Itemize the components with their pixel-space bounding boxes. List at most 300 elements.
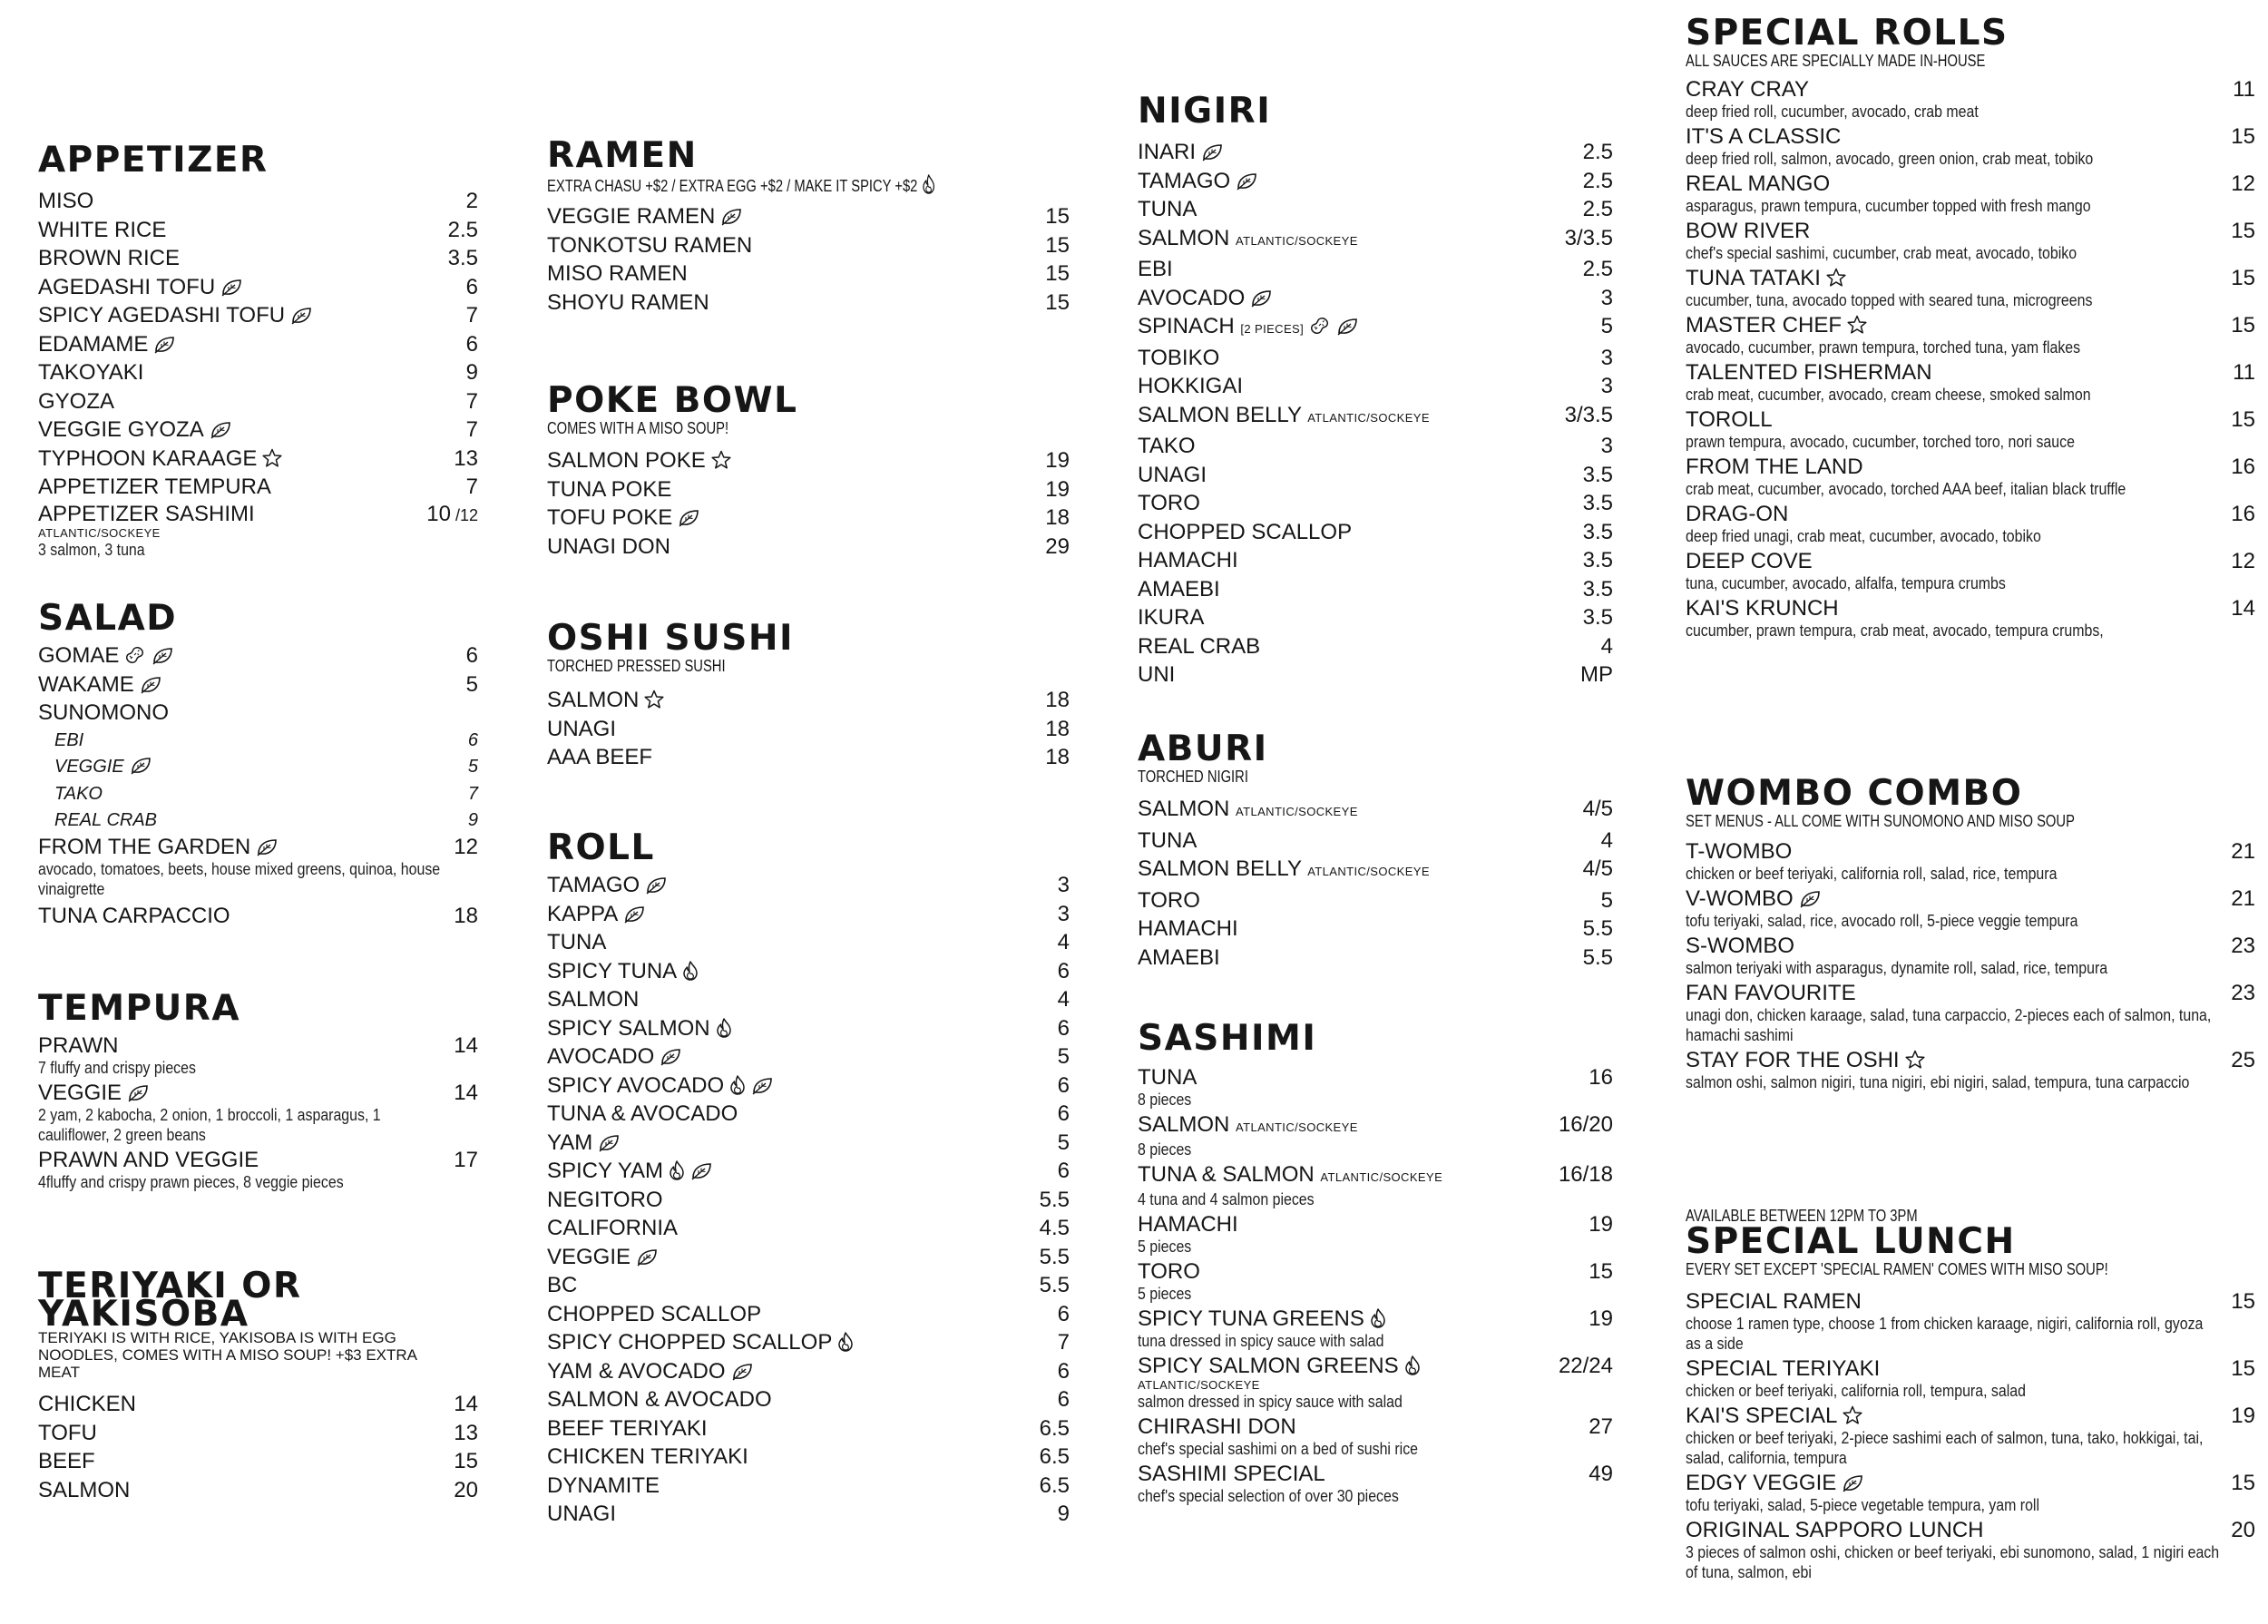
- item-name-line: [1138, 1259, 1579, 1284]
- menu-item: [547, 1385, 1070, 1414]
- item-name-line: [54, 728, 459, 755]
- item-name: CHOPPED SCALLOP: [547, 1301, 762, 1326]
- item-name: TOFU: [38, 1420, 97, 1445]
- item-description-wrap: [1138, 1284, 1650, 1304]
- flame-icon: [837, 1332, 854, 1352]
- item-price-value: 2.5: [1582, 197, 1613, 221]
- item-price: [1574, 546, 1613, 575]
- item-price: [457, 416, 478, 445]
- item-price: [2222, 1048, 2255, 1072]
- menu-item: [1138, 255, 1613, 284]
- menu-item: [547, 1271, 1070, 1300]
- item-name: KAI'S KRUNCH: [1686, 596, 1839, 621]
- item-description: crab meat, cucumber, avocado, torched AAA beef, italian black truffle: [1686, 479, 2126, 498]
- item-name-line: [38, 502, 417, 526]
- item-price-value: 15: [1589, 1259, 1613, 1284]
- item-price: [457, 301, 478, 330]
- item-text: [1138, 1065, 1579, 1110]
- item-price: [1592, 632, 1613, 661]
- item-description-wrap: [1686, 1495, 2268, 1515]
- item-price: [445, 1033, 478, 1058]
- menu-item: [1138, 1162, 1613, 1209]
- item-price-value: 9: [465, 360, 478, 385]
- item-description: cucumber, prawn tempura, crab meat, avocado, tempura crumbs,: [1686, 621, 2104, 640]
- sub-menu-item: [38, 781, 478, 808]
- item-text: [38, 416, 457, 445]
- item-text: [547, 1100, 1049, 1129]
- leaf-icon: [720, 208, 742, 226]
- item-description: chicken or beef teriyaki, california roll, tempura, salad: [1686, 1381, 2026, 1400]
- item-text: [547, 1443, 1031, 1472]
- menu-item: [1686, 219, 2255, 263]
- item-price: [445, 835, 478, 859]
- item-price: [1579, 1414, 1613, 1439]
- item-name: TUNA: [1138, 1065, 1198, 1090]
- item-price: [445, 1447, 478, 1476]
- item-price-value: 7: [465, 388, 478, 414]
- item-description: chicken or beef teriyaki, california roll, salad, rice, tempura: [1686, 864, 2058, 883]
- menu-item: [547, 446, 1070, 475]
- leaf-icon: [1842, 1474, 1863, 1492]
- menu-item: [1138, 344, 1613, 373]
- item-description: salmon oshi, salmon nigiri, tuna nigiri, ebi nigiri, salad, tempura, tuna carpaccio: [1686, 1072, 2190, 1091]
- section-subtitle: SET MENUS - ALL COME WITH SUNOMONO AND MISO SOUP: [1686, 812, 2075, 830]
- item-name-line: [1686, 219, 2222, 243]
- item-text: [1686, 549, 2222, 593]
- item-name: TAMAGO: [547, 873, 640, 897]
- item-text: [1686, 886, 2222, 931]
- menu-item: [1138, 660, 1613, 690]
- item-name-line: [38, 244, 439, 273]
- section-salad: [38, 598, 478, 930]
- item-text: [38, 445, 445, 474]
- item-description: 5 pieces: [1138, 1237, 1192, 1256]
- item-price-value: 5: [1600, 887, 1613, 913]
- item-price: [1049, 1328, 1070, 1357]
- item-description-wrap: [1686, 385, 2268, 405]
- section-special-rolls: [1686, 13, 2255, 643]
- menu-item: [547, 259, 1070, 289]
- menu-item: [547, 1129, 1070, 1158]
- menu-item: [38, 301, 478, 330]
- item-description-wrap: [1138, 1090, 1650, 1110]
- menu-item: [38, 445, 478, 474]
- item-text: [547, 259, 1036, 289]
- item-name: TAKO: [1138, 434, 1196, 458]
- leaf-icon: [152, 647, 173, 665]
- item-name: TYPHOON KARAAGE: [38, 445, 258, 471]
- item-name: TUNA: [1138, 197, 1198, 221]
- item-name: TUNA & AVOCADO: [547, 1101, 738, 1126]
- item-name: YAM: [547, 1130, 593, 1155]
- item-name-line: [54, 807, 459, 835]
- item-price: [2222, 124, 2255, 149]
- item-price-value: 5.5: [1582, 916, 1613, 941]
- section-title: OSHI SUSHI: [547, 618, 794, 659]
- item-description: 3 salmon, 3 tuna: [38, 539, 145, 559]
- item-text: [54, 807, 459, 835]
- item-name: AVOCADO: [1138, 285, 1246, 310]
- item-price-value: 5.5: [1039, 1273, 1070, 1297]
- item-text: [1138, 167, 1574, 196]
- item-name: EDGY VEGGIE: [1686, 1471, 1837, 1495]
- item-description-wrap: [1686, 526, 2268, 546]
- item-description: tuna, cucumber, avocado, alfalfa, tempura crumbs: [1686, 573, 2006, 592]
- item-price-value: 5.5: [1039, 1187, 1070, 1212]
- item-name-line: [547, 957, 1049, 986]
- item-price: [1574, 461, 1613, 490]
- item-name: NEGITORO: [547, 1187, 663, 1212]
- item-name: SALMON & AVOCADO: [547, 1387, 772, 1412]
- menu-item: [38, 641, 478, 670]
- item-text: [38, 902, 445, 931]
- item-note: [2 PIECES]: [1240, 322, 1305, 336]
- item-description-wrap: [1686, 1381, 2268, 1401]
- item-name: UNAGI: [1138, 462, 1207, 487]
- item-price-value: 15: [2231, 313, 2255, 338]
- item-price: [1031, 1443, 1070, 1472]
- item-text: [1138, 344, 1592, 373]
- item-price-value: 12: [454, 834, 478, 859]
- item-price: [1592, 827, 1613, 856]
- menu-item: [38, 1081, 478, 1145]
- menu-item: [1686, 77, 2255, 122]
- item-text: [38, 835, 445, 899]
- item-name-line: [547, 871, 1049, 900]
- item-name-line: [1138, 795, 1574, 827]
- item-name: SUNOMONO: [38, 700, 169, 725]
- item-name-line: [1686, 1048, 2222, 1072]
- item-name-line: [547, 1443, 1031, 1472]
- item-name-line: [1686, 839, 2222, 864]
- item-text: [38, 330, 457, 359]
- item-text: [38, 1033, 445, 1078]
- menu-item: [1138, 401, 1613, 433]
- item-name: BC: [547, 1273, 578, 1297]
- item-text: [1686, 1356, 2222, 1401]
- item-price: [1036, 446, 1070, 475]
- item-name-line: [1686, 549, 2222, 573]
- item-price: [1036, 715, 1070, 744]
- item-text: [547, 1357, 1049, 1386]
- item-name: SHOYU RAMEN: [547, 289, 709, 315]
- item-name-line: [38, 1033, 445, 1058]
- item-text: [1138, 944, 1574, 973]
- item-name: TOFU POKE: [547, 505, 673, 530]
- menu-item: [1138, 1212, 1613, 1257]
- menu-item: [38, 244, 478, 273]
- item-subnote: ATLANTIC/SOCKEYE: [1138, 1378, 1260, 1392]
- item-price-value: 49: [1589, 1462, 1613, 1486]
- item-text: [1686, 981, 2222, 1045]
- item-name-line: [1138, 344, 1592, 373]
- item-name: SPICY TUNA: [547, 958, 678, 983]
- item-price: [1592, 344, 1613, 373]
- item-price-value: 6: [465, 643, 478, 668]
- item-price: [445, 1390, 478, 1419]
- item-price: [1036, 504, 1070, 533]
- section-pretitle: AVAILABLE BETWEEN 12PM TO 3PM: [1686, 1207, 1918, 1225]
- item-price: [1036, 743, 1070, 772]
- item-name-line: [547, 1157, 1049, 1186]
- item-text: [1138, 518, 1574, 547]
- item-price: [2222, 502, 2255, 526]
- menu-item: [547, 1186, 1070, 1215]
- item-description: cucumber, tuna, avocado topped with seared tuna, microgreens: [1686, 290, 2093, 309]
- item-name: GOMAE: [38, 643, 120, 668]
- flame-icon: [669, 1160, 685, 1180]
- star-icon: [1826, 268, 1846, 288]
- section-subtitle: TORCHED NIGIRI: [1138, 768, 1248, 786]
- item-name: EBI: [54, 729, 84, 750]
- item-name: SPICY CHOPPED SCALLOP: [547, 1330, 833, 1355]
- item-price-value: 18: [1045, 745, 1070, 769]
- item-text: [1686, 1048, 2222, 1092]
- item-price-value: 4: [1600, 827, 1613, 853]
- item-text: [547, 1300, 1049, 1329]
- item-price: [1031, 1243, 1070, 1272]
- item-name: VEGGIE GYOZA: [38, 417, 204, 442]
- item-name: AGEDASHI TOFU: [38, 274, 216, 299]
- item-text: [547, 1271, 1031, 1300]
- item-name: AMAEBI: [1138, 944, 1220, 970]
- item-name-line: [547, 1100, 1049, 1129]
- item-price: [2224, 360, 2255, 385]
- item-name: SPICY AVOCADO: [547, 1072, 725, 1098]
- item-name: CALIFORNIA: [547, 1216, 679, 1240]
- menu-item: [1138, 224, 1613, 256]
- menu-item: [1686, 839, 2255, 884]
- item-description-wrap: [1686, 621, 2268, 641]
- item-name: TUNA TATAKI: [1686, 266, 1821, 290]
- item-name: DEEP COVE: [1686, 549, 1813, 573]
- section-subtitle: ALL SAUCES ARE SPECIALLY MADE IN-HOUSE: [1686, 52, 1986, 70]
- item-price-value: 5.5: [1582, 944, 1613, 970]
- menu-item: [1138, 167, 1613, 196]
- item-price-value: 3: [1057, 873, 1070, 897]
- item-name-line: [547, 1385, 1049, 1414]
- leaf-icon: [220, 279, 242, 297]
- item-price: [1574, 575, 1613, 604]
- item-price: [1049, 1129, 1070, 1158]
- menu-item: [38, 902, 478, 931]
- item-name: TUNA POKE: [547, 476, 672, 502]
- item-price: [2222, 839, 2255, 864]
- item-price-value: 29: [1045, 533, 1070, 559]
- menu-item: [547, 985, 1070, 1014]
- item-price: [1049, 1071, 1070, 1101]
- item-price-value: 3.5: [1582, 576, 1613, 602]
- item-name: VEGGIE: [547, 1244, 631, 1269]
- item-price: [1031, 1214, 1070, 1243]
- menu-item: [1138, 461, 1613, 490]
- item-text: [1138, 660, 1571, 690]
- item-text: [1138, 1354, 1549, 1412]
- item-description-wrap: [1686, 911, 2268, 931]
- item-list: [1138, 138, 1613, 690]
- item-price-value: 7: [1057, 1330, 1070, 1355]
- item-name-line: [38, 358, 457, 387]
- section-sashimi: [1138, 1018, 1613, 1509]
- item-price-value: 16: [2231, 455, 2255, 479]
- item-description: avocado, tomatoes, beets, house mixed greens, quinoa, house vinaigrette: [38, 858, 441, 898]
- item-name-line: [547, 1243, 1031, 1272]
- item-text: [1138, 575, 1574, 604]
- item-price-value: 5: [1600, 314, 1613, 338]
- item-text: [38, 1081, 445, 1145]
- item-text: [38, 670, 457, 699]
- item-name-line: [1138, 1162, 1549, 1189]
- item-name-line: [1686, 981, 2222, 1005]
- item-description-wrap: [1686, 1072, 2268, 1092]
- menu-item: [1138, 1414, 1613, 1459]
- ramen-extras-text: EXTRA CHASU +$2 / EXTRA EGG +$2 / MAKE IT SPICY +$2: [547, 177, 918, 195]
- item-name: PRAWN AND VEGGIE: [38, 1148, 259, 1172]
- item-name-line: [1138, 518, 1574, 547]
- item-description: 3 pieces of salmon oshi, chicken or beef teriyaki, ebi sunomono, salad, 1 nigiri each of tuna, salmon, ebi: [1686, 1542, 2220, 1581]
- item-price-value: 15: [2231, 219, 2255, 243]
- item-price: [1556, 224, 1613, 253]
- item-price-value: 21: [2231, 886, 2255, 911]
- item-name-line: [38, 1081, 445, 1105]
- leaf-icon: [598, 1134, 620, 1152]
- item-price-value: 10: [426, 501, 451, 526]
- item-name: BROWN RICE: [38, 246, 180, 270]
- menu-item: [1138, 827, 1613, 856]
- item-name-line: [1138, 944, 1574, 973]
- item-name-line: [547, 1472, 1031, 1501]
- item-note: ATLANTIC/SOCKEYE: [1236, 233, 1358, 248]
- item-name-line: [1138, 255, 1574, 284]
- item-price: [439, 244, 478, 273]
- section-subtitle: [547, 174, 975, 195]
- item-price-value: 23: [2231, 981, 2255, 1005]
- menu-item: [547, 1014, 1070, 1043]
- menu-item: [1138, 312, 1613, 344]
- item-price: [2222, 313, 2255, 338]
- item-name: TUNA & SALMON: [1138, 1162, 1315, 1187]
- section-title: TEMPURA: [38, 988, 241, 1029]
- item-name-line: [1138, 915, 1574, 944]
- item-name-line: [1138, 1065, 1579, 1090]
- menu-item: [1686, 1518, 2255, 1582]
- item-price: [1579, 1065, 1613, 1090]
- item-price: [1036, 231, 1070, 260]
- item-price: [1031, 1271, 1070, 1300]
- star-icon: [644, 690, 664, 709]
- item-name: SPECIAL TERIYAKI: [1686, 1356, 1881, 1381]
- item-name: SPECIAL RAMEN: [1686, 1289, 1862, 1314]
- section-teriyaki: [38, 1266, 478, 1504]
- item-price: [2222, 171, 2255, 196]
- item-price: [1049, 1385, 1070, 1414]
- peanut-icon: [124, 645, 146, 665]
- item-text: [547, 928, 1049, 957]
- item-name: HAMACHI: [1138, 916, 1238, 941]
- item-name: TOROLL: [1686, 407, 1773, 432]
- item-price-value: 7: [465, 417, 478, 442]
- item-description: crab meat, cucumber, avocado, cream cheese, smoked salmon: [1686, 385, 2091, 404]
- item-text: [1686, 219, 2222, 263]
- item-name-line: [1686, 360, 2224, 385]
- menu-item: [1686, 1356, 2255, 1401]
- item-name: TAKO: [54, 783, 103, 804]
- item-name-line: [1686, 1404, 2222, 1428]
- item-price-value: 15: [1045, 289, 1070, 315]
- item-price-value: 12: [2231, 549, 2255, 573]
- leaf-icon: [690, 1162, 712, 1180]
- item-price: [1574, 138, 1613, 167]
- flame-icon: [729, 1075, 746, 1095]
- flame-icon: [682, 961, 699, 981]
- item-name-line: [38, 670, 457, 699]
- item-text: [547, 1014, 1049, 1043]
- item-list: [547, 686, 1070, 772]
- item-name: HAMACHI: [1138, 1212, 1238, 1237]
- flame-icon: [922, 174, 935, 194]
- section-aburi: [1138, 729, 1613, 972]
- item-text: [1138, 827, 1592, 856]
- item-price-value: 16/18: [1558, 1162, 1613, 1187]
- item-price: [1579, 1212, 1613, 1237]
- item-list: [38, 187, 478, 560]
- menu-item: [1686, 171, 2255, 216]
- item-name: TONKOTSU RAMEN: [547, 232, 753, 258]
- item-text: [1686, 407, 2222, 452]
- item-price-value: 6: [1057, 1301, 1070, 1326]
- item-name-line: [1138, 855, 1574, 886]
- item-price: [1574, 518, 1613, 547]
- menu-item: [38, 216, 478, 245]
- item-price-value: 6.5: [1039, 1444, 1070, 1469]
- item-name-line: [38, 1390, 445, 1419]
- item-description-wrap: [1686, 196, 2268, 216]
- item-name: UNAGI DON: [547, 533, 671, 559]
- item-text: [1138, 1162, 1549, 1209]
- item-price: [1592, 432, 1613, 461]
- item-name-line: [547, 985, 1049, 1014]
- menu-item: [547, 1443, 1070, 1472]
- item-text: [1138, 1462, 1579, 1506]
- menu-item: [1138, 855, 1613, 886]
- item-description-wrap: [38, 1105, 510, 1145]
- item-price-value: 6: [1057, 1159, 1070, 1183]
- menu-item: [1686, 455, 2255, 499]
- menu-item: [547, 1414, 1070, 1443]
- menu-item: [1686, 407, 2255, 452]
- sub-menu-item: [38, 728, 478, 755]
- item-name: WAKAME: [38, 671, 134, 697]
- menu-item: [547, 957, 1070, 986]
- item-note: ATLANTIC/SOCKEYE: [1307, 410, 1430, 425]
- item-price: [2222, 1356, 2255, 1381]
- item-name-line: [1686, 1518, 2222, 1542]
- item-price-value: 6: [465, 331, 478, 357]
- item-text: [1138, 138, 1574, 167]
- menu-item: [1686, 124, 2255, 169]
- item-price: [1574, 255, 1613, 284]
- item-name: TORO: [1138, 491, 1200, 515]
- item-text: [547, 1385, 1049, 1414]
- item-name: BOW RIVER: [1686, 219, 1811, 243]
- item-description: choose 1 ramen type, choose 1 from chicken karaage, nigiri, california roll, gyoza as a side: [1686, 1314, 2204, 1353]
- leaf-icon: [1799, 890, 1821, 908]
- item-name: ORIGINAL SAPPORO LUNCH: [1686, 1518, 1984, 1542]
- item-name: BEEF TERIYAKI: [547, 1415, 708, 1441]
- item-description-wrap: [1686, 290, 2268, 310]
- item-name-line: [1138, 167, 1574, 196]
- item-name-line: [1686, 1289, 2222, 1314]
